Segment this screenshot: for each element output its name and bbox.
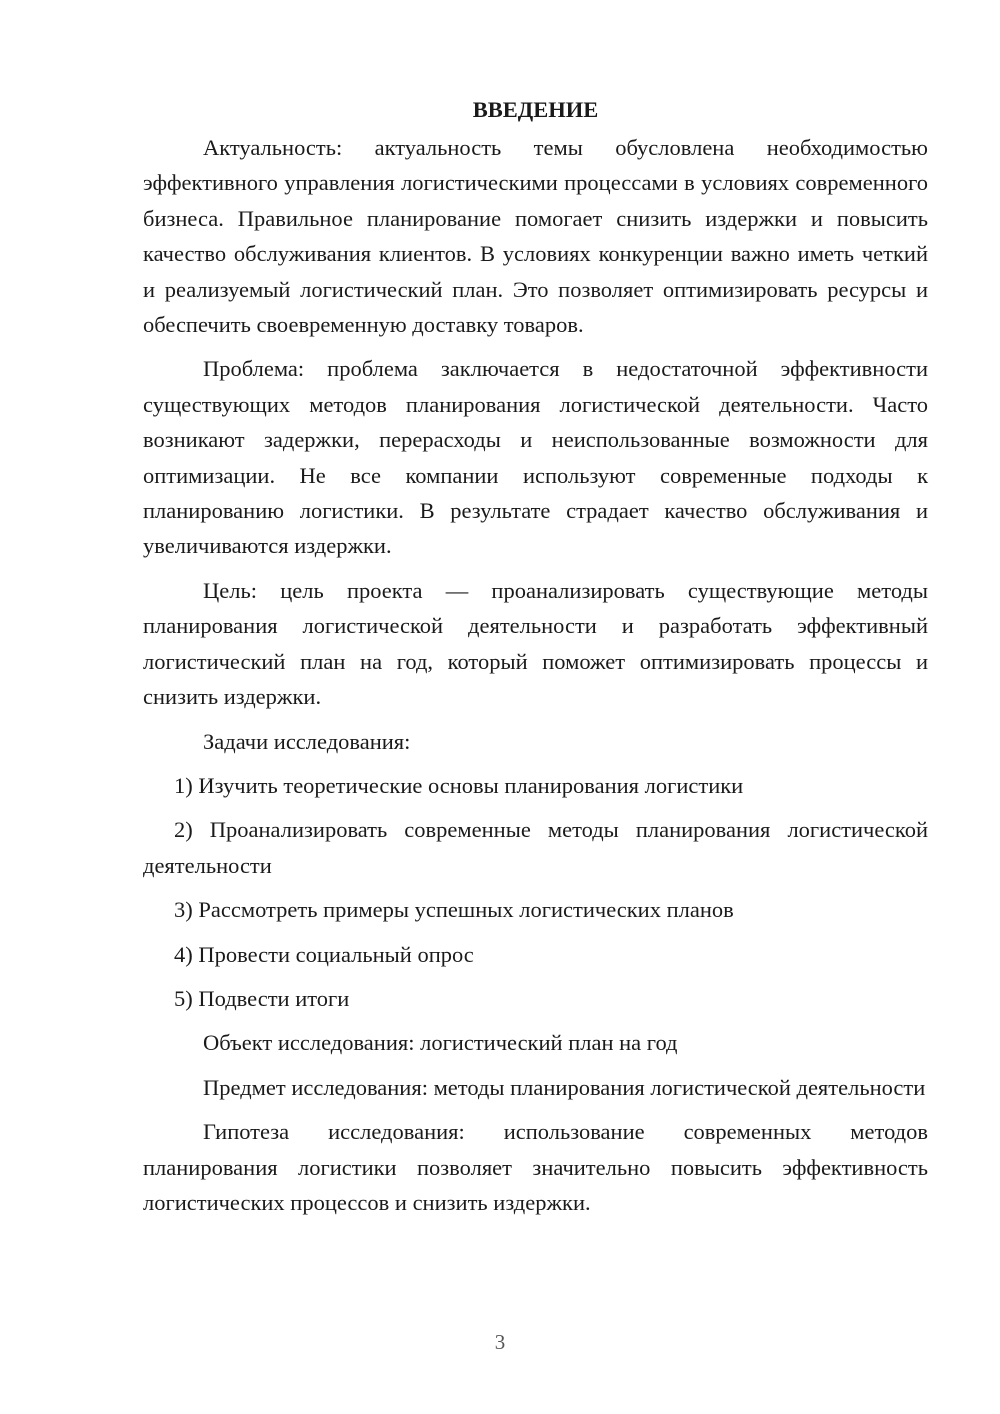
relevance-paragraph: Актуальность: актуальность темы обусловлена необходимостью эффективного управления логистическими процессами в условиях современного бизнеса. Правильное планирование помогает снизить издержки и повысить качество обслуживания клиентов. В условиях конкуренции важно иметь четкий и реализуемый логистический план. Это позволяет оптимизировать ресурсы и обеспечить своевременную доставку товаров. xyxy=(143,135,928,338)
research-subject: Предмет исследования: методы планирования логистической деятельности xyxy=(203,1074,926,1100)
task-item-2: 2) Проанализировать современные методы планирования логистической деятельности xyxy=(143,817,928,878)
task-item-5: 5) Подвести итоги xyxy=(174,985,350,1011)
problem-paragraph: Проблема: проблема заключается в недостаточной эффективности существующих методов планирования логистической деятельности. Часто возникают задержки, перерасходы и неиспользованные возможности для оптимизации. Не все компании используют современные подходы к планированию логистики. В результате страдает качество обслуживания и увеличиваются издержки. xyxy=(143,356,928,559)
task-item-4: 4) Провести социальный опрос xyxy=(174,941,474,967)
task-item-1: 1) Изучить теоретические основы планирования логистики xyxy=(174,772,744,798)
tasks-heading: Задачи исследования: xyxy=(203,728,411,754)
page-number: 3 xyxy=(494,1330,506,1354)
goal-paragraph: Цель: цель проекта — проанализировать существующие методы планирования логистической деятельности и разработать эффективный логистический план на год, который поможет оптимизировать процессы и снизить издержки. xyxy=(143,577,928,710)
research-hypothesis: Гипотеза исследования: использование современных методов планирования логистики позволяет значительно повысить эффективность логистических процессов и снизить издержки. xyxy=(143,1119,928,1215)
task-item-3: 3) Рассмотреть примеры успешных логистических планов xyxy=(174,897,734,923)
document-page xyxy=(143,92,928,1229)
section-title: ВВЕДЕНИЕ xyxy=(472,97,599,122)
research-object: Объект исследования: логистический план на год xyxy=(203,1030,678,1056)
